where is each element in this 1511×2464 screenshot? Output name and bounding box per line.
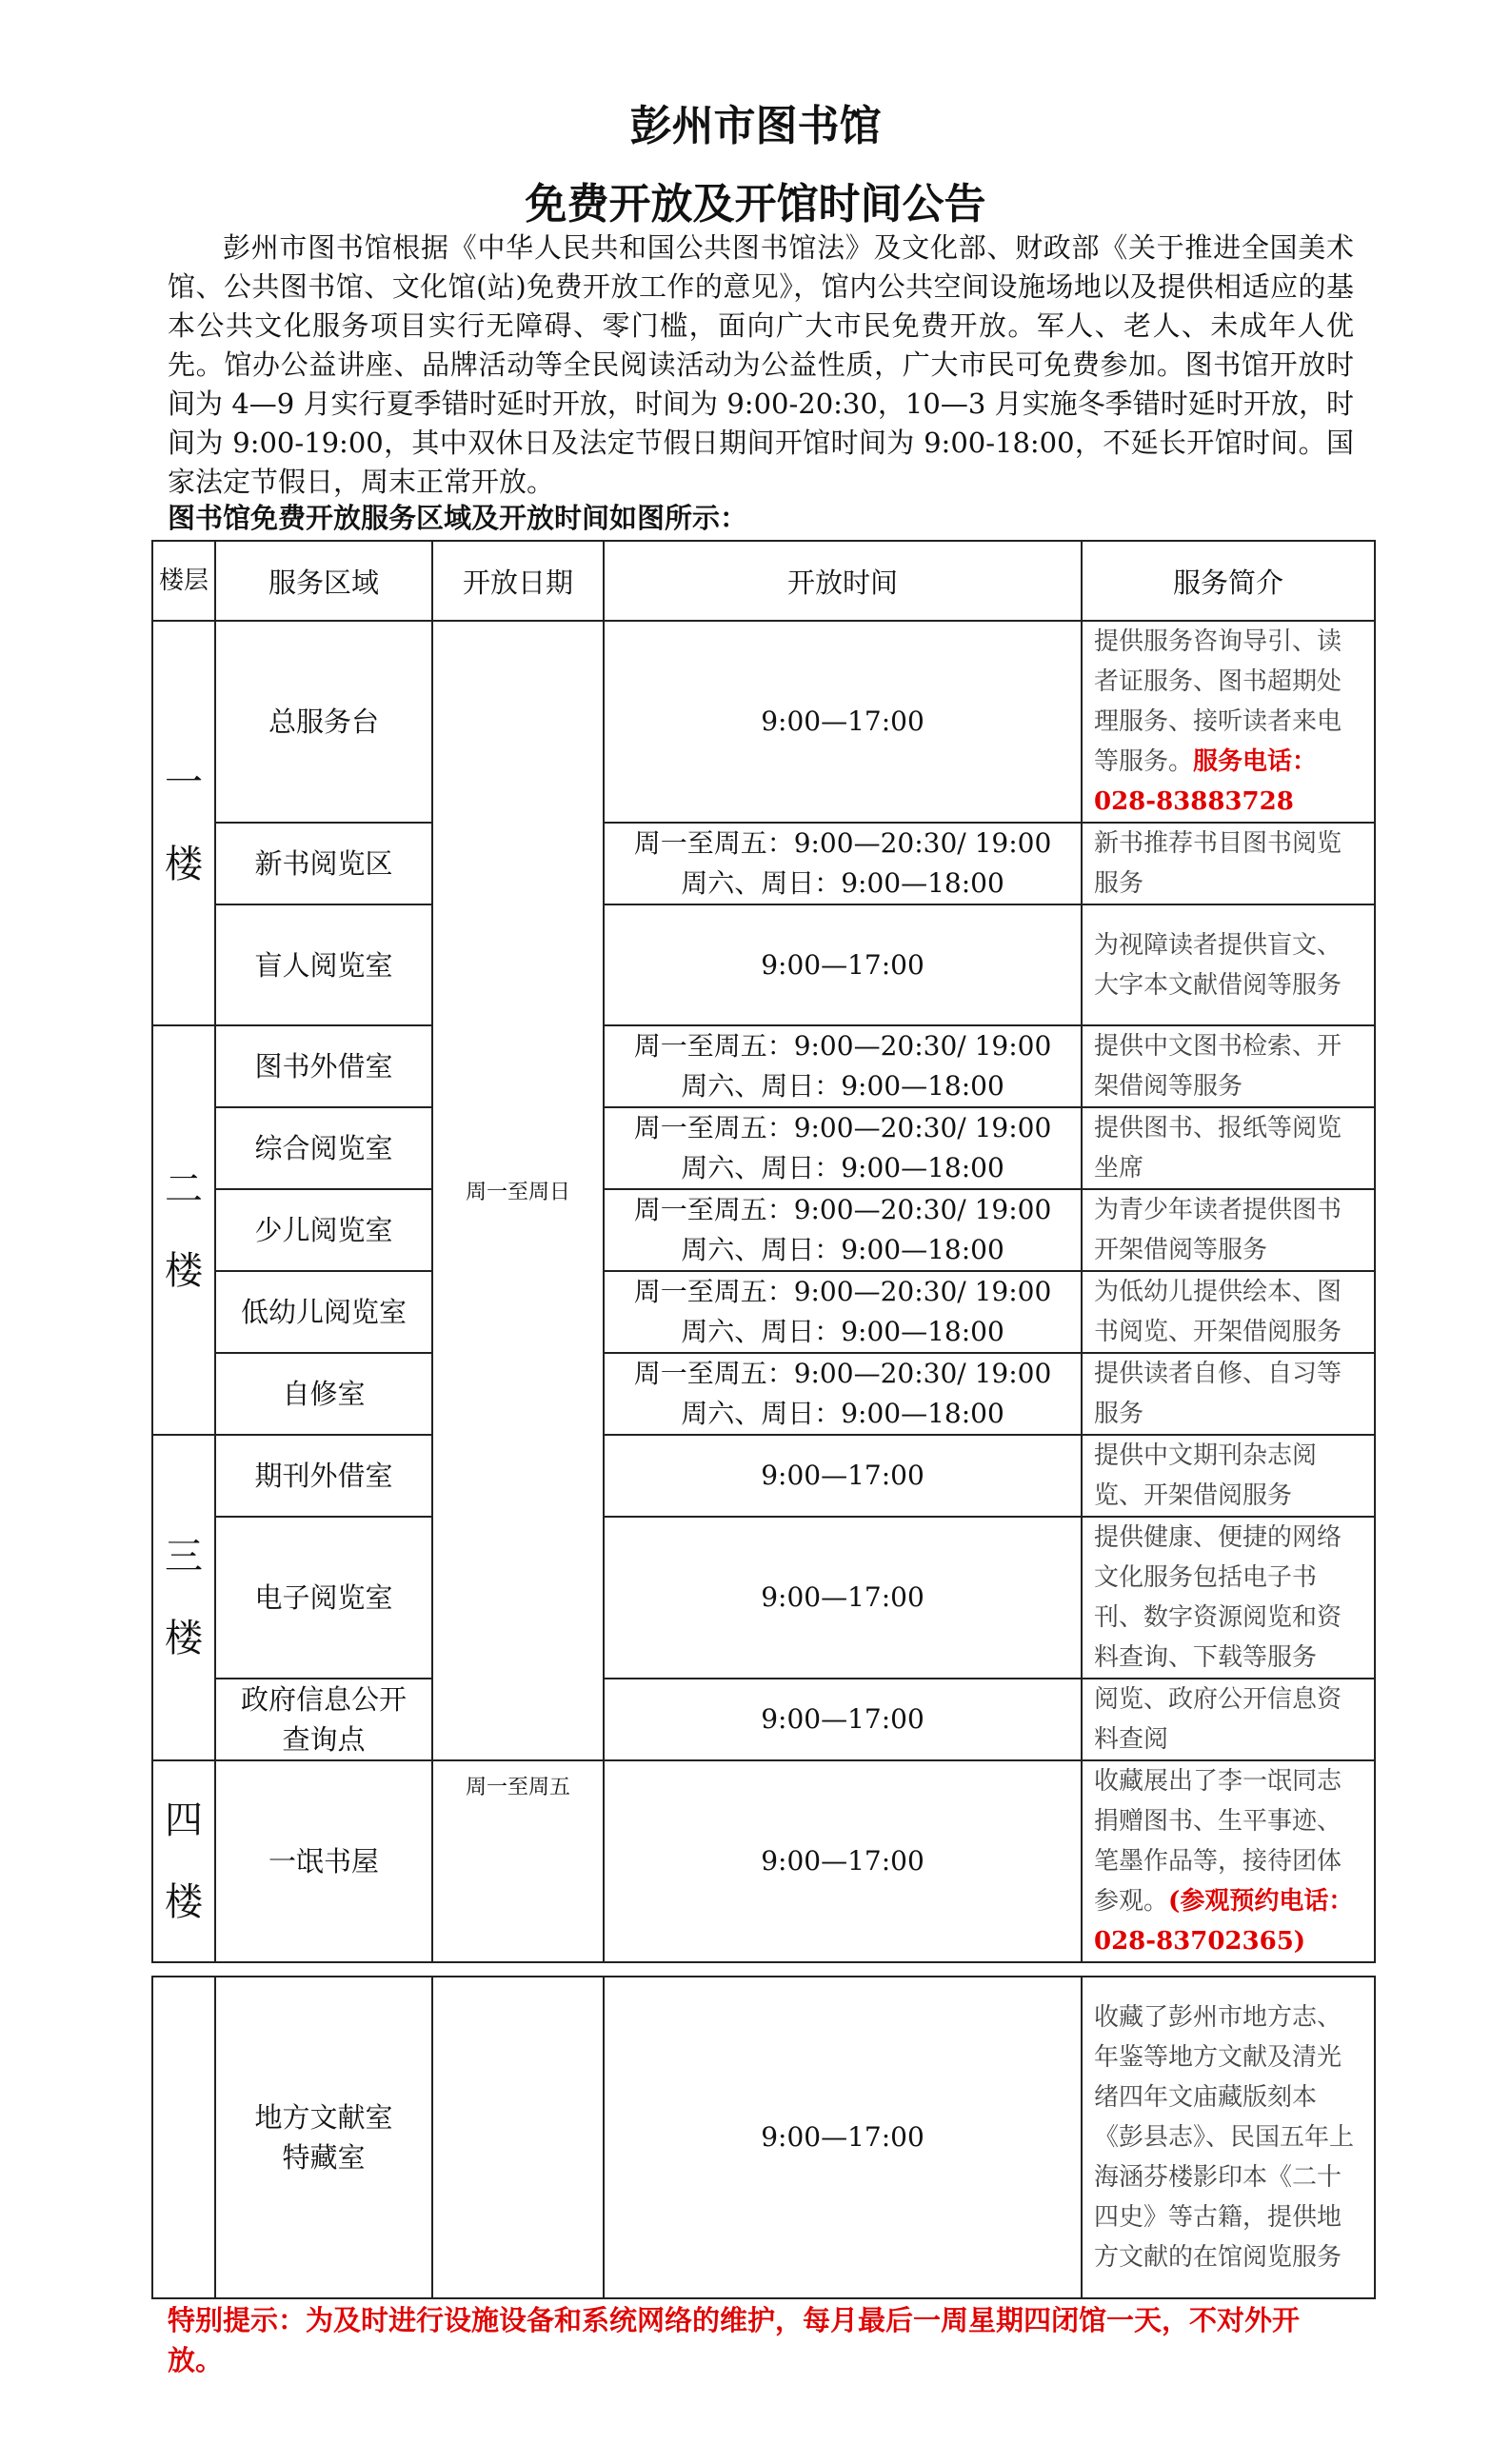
- special-notice: 特别提示：为及时进行设施设备和系统网络的维护，每月最后一周星期四闭馆一天，不对外开放。: [168, 2304, 1301, 2376]
- area-cell: 少儿阅览室: [215, 1189, 432, 1271]
- time-cell: 9:00—17:00: [604, 1517, 1082, 1679]
- table-row: [152, 823, 1375, 904]
- time-cell: 周一至周五：9:00—20:30/ 19:00 周六、周日：9:00—18:00: [604, 1025, 1082, 1107]
- table-row: [152, 1025, 1375, 1107]
- date-cell-workdays: 周一至周五: [432, 1760, 604, 1962]
- floor-label: 二楼: [165, 1167, 203, 1293]
- page-title: 彭州市图书馆: [629, 102, 882, 150]
- desc-cell: 新书推荐书目图书阅览服务: [1082, 823, 1375, 904]
- time-cell: 周一至周五：9:00—20:30/ 19:00 周六、周日：9:00—18:00: [604, 1271, 1082, 1353]
- time-cell: 9:00—17:00: [604, 1435, 1082, 1517]
- floor-2: [152, 1025, 215, 1435]
- local-docs-table: [151, 1976, 1376, 2299]
- area-cell: 低幼儿阅览室: [215, 1271, 432, 1353]
- floor-label: 四楼: [165, 1798, 203, 1924]
- area-cell: 盲人阅览室: [215, 904, 432, 1025]
- area-cell: 期刊外借室: [215, 1435, 432, 1517]
- date-cell-all-week: 周一至周日: [432, 621, 604, 1760]
- empty-date-cell: [432, 1977, 604, 2298]
- desc-cell: 为低幼儿提供绘本、图书阅览、开架借阅服务: [1082, 1271, 1375, 1353]
- floor-label: 三楼: [165, 1535, 203, 1660]
- table-header-row: [152, 541, 1375, 621]
- desc-cell: 收藏展出了李一氓同志捐赠图书、生平事迹、笔墨作品等，接待团体参观。(参观预约电话：028-83702365): [1082, 1760, 1375, 1962]
- table-row: [152, 904, 1375, 1025]
- desc-cell: 为青少年读者提供图书开架借阅等服务: [1082, 1189, 1375, 1271]
- table-row: [152, 1760, 1375, 1962]
- floor-4: [152, 1760, 215, 1962]
- floor-label: 一楼: [165, 760, 203, 886]
- desc-cell: 阅览、政府公开信息资料查阅: [1082, 1679, 1375, 1760]
- table-row: [152, 1679, 1375, 1760]
- time-cell: 周一至周五：9:00—20:30/ 19:00 周六、周日：9:00—18:00: [604, 1189, 1082, 1271]
- table-row: [152, 1517, 1375, 1679]
- table-lead-text: 图书馆免费开放服务区域及开放时间如图所示：: [168, 502, 748, 534]
- table-row: [152, 1977, 1375, 2298]
- time-cell: 9:00—17:00: [604, 1760, 1082, 1962]
- area-cell: 自修室: [215, 1353, 432, 1435]
- desc-cell: 提供图书、报纸等阅览坐席: [1082, 1107, 1375, 1189]
- area-cell: 新书阅览区: [215, 823, 432, 904]
- time-cell: 周一至周五：9:00—20:30/ 19:00 周六、周日：9:00—18:00: [604, 1107, 1082, 1189]
- table-row: [152, 1435, 1375, 1517]
- time-cell: 9:00—17:00: [604, 1977, 1082, 2298]
- time-cell: 周一至周五：9:00—20:30/ 19:00 周六、周日：9:00—18:00: [604, 823, 1082, 904]
- table-row: [152, 1353, 1375, 1435]
- table-row: [152, 1107, 1375, 1189]
- table-row: [152, 621, 1375, 823]
- time-cell: 9:00—17:00: [604, 904, 1082, 1025]
- desc-cell: 提供服务咨询导引、读者证服务、图书超期处理服务、接听读者来电等服务。服务电话：028-83883728: [1082, 621, 1375, 823]
- time-cell: 周一至周五：9:00—20:30/ 19:00 周六、周日：9:00—18:00: [604, 1353, 1082, 1435]
- table-row: [152, 1189, 1375, 1271]
- area-cell: 电子阅览室: [215, 1517, 432, 1679]
- desc-cell: 收藏了彭州市地方志、年鉴等地方文献及清光绪四年文庙藏版刻本《彭县志》、民国五年上海涵芬楼影印本《二十四史》等古籍，提供地方文献的在馆阅览服务: [1082, 1977, 1375, 2298]
- header-floor: 楼层: [152, 541, 215, 621]
- desc-cell: 提供健康、便捷的网络文化服务包括电子书刊、数字资源阅览和资料查询、下载等服务: [1082, 1517, 1375, 1679]
- visit-phone: (参观预约电话：028-83702365): [1094, 1887, 1354, 1956]
- header-desc: 服务简介: [1082, 541, 1375, 621]
- header-time: 开放时间: [604, 541, 1082, 621]
- page-subtitle: 免费开放及开馆时间公告: [525, 180, 986, 229]
- area-cell: 综合阅览室: [215, 1107, 432, 1189]
- floor-1: [152, 621, 215, 1025]
- desc-cell: 为视障读者提供盲文、大字本文献借阅等服务: [1082, 904, 1375, 1025]
- empty-floor-cell: [152, 1977, 215, 2298]
- header-date: 开放日期: [432, 541, 604, 621]
- service-phone: 服务电话：028-83883728: [1094, 747, 1318, 816]
- time-cell: 9:00—17:00: [604, 1679, 1082, 1760]
- area-cell: 总服务台: [215, 621, 432, 823]
- area-cell: 地方文献室特藏室: [215, 1977, 432, 2298]
- floor-3: [152, 1435, 215, 1760]
- schedule-table: [151, 540, 1376, 1963]
- area-cell: 图书外借室: [215, 1025, 432, 1107]
- table-row: [152, 1271, 1375, 1353]
- area-cell: 一氓书屋: [215, 1760, 432, 1962]
- header-area: 服务区域: [215, 541, 432, 621]
- area-cell: 政府信息公开查询点: [215, 1679, 432, 1760]
- desc-cell: 提供读者自修、自习等服务: [1082, 1353, 1375, 1435]
- desc-cell: 提供中文期刊杂志阅览、开架借阅服务: [1082, 1435, 1375, 1517]
- intro-paragraph: 彭州市图书馆根据《中华人民共和国公共图书馆法》及文化部、财政部《关于推进全国美术馆、公共图书馆、文化馆(站)免费开放工作的意见》，馆内公共空间设施场地以及提供相适应的基本公共文化服务项目实行无障碍、零门槛，面向广大市民免费开放。军人、老人、未成年人优先。馆办公益讲座、品牌活动等全民阅读活动为公益性质，广大市民可免费参加。图书馆开放时间为 4—9 月实行夏季错时延时开放，时间为 9:00-20:30，10—3 月实施冬季错时延时开放，时间为 9:00-19:00，其中双休日及法定节假日期间开馆时间为 9:00-18:00，不延长开馆时间。国家法定节假日，周末正常开放。: [168, 231, 1354, 498]
- time-cell: 9:00—17:00: [604, 621, 1082, 823]
- desc-cell: 提供中文图书检索、开架借阅等服务: [1082, 1025, 1375, 1107]
